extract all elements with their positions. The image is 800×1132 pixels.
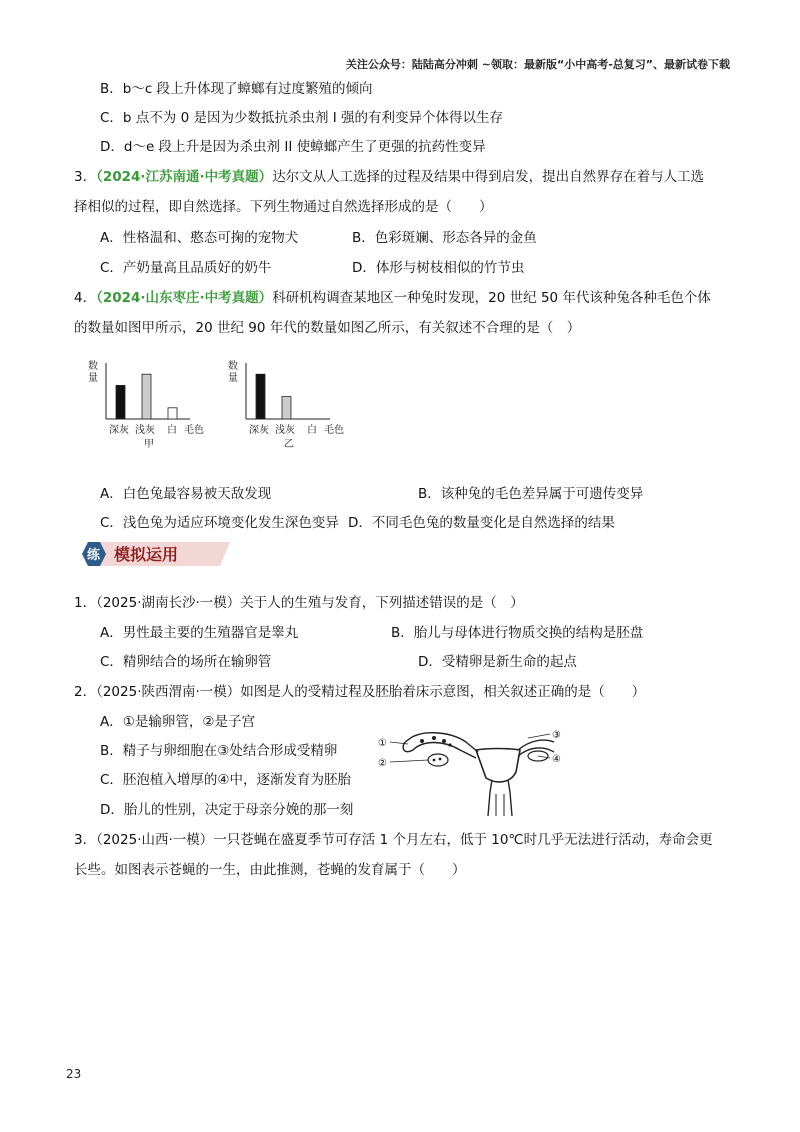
x-tick-label: 深灰: [249, 425, 269, 436]
label-4: ④: [552, 754, 561, 765]
m3-number: 3．: [74, 832, 97, 848]
section-banner: [80, 540, 230, 568]
chart-jia: [84, 355, 224, 455]
prev-option-d: D．d～e 段上升是因为杀虫剂 II 使蟑螂产生了更强的抗药性变异: [100, 139, 486, 155]
q4-option-d: D．不同毛色兔的数量变化是自然选择的结果: [348, 515, 615, 531]
m2-option-b: B．精子与卵细胞在③处结合形成受精卵: [100, 743, 338, 759]
q3-stem-line1: [74, 168, 704, 186]
label-3: ③: [552, 730, 561, 741]
uterus-svg: [378, 722, 568, 822]
x-tick-label: 白: [307, 425, 317, 436]
page-number: 23: [66, 1067, 82, 1081]
m1-option-a: A．男性最主要的生殖器官是睾丸: [100, 625, 299, 641]
q3-option-b: B．色彩斑斓、形态各异的金鱼: [352, 230, 537, 246]
bar-浅灰: [142, 374, 151, 419]
m2-source-tag: （2025·陕西渭南·一模）: [96, 684, 241, 700]
q4-option-a: A．白色兔最容易被天敌发现: [100, 486, 272, 502]
m2-stem-text: 如图是人的受精过程及胚胎着床示意图，相关叙述正确的是（ ）: [240, 684, 646, 700]
page-header: 关注公众号：陆陆高分冲刺 ~领取：最新版“小中高考-总复习”、最新试卷下载: [345, 58, 730, 71]
m1-number: 1．: [74, 595, 97, 611]
m1-option-b: B．胎儿与母体进行物质交换的结构是胚盘: [391, 625, 644, 641]
m2-option-d: D．胎儿的性别，决定于母亲分娩的那一刻: [100, 802, 354, 818]
y-axis-label-char: 数: [228, 361, 238, 372]
q4-stem-line2: 的数量如图甲所示，20 世纪 90 年代的数量如图乙所示，有关叙述不合理的是（ ）: [74, 320, 581, 336]
m2-option-a: A．①是输卵管，②是子宫: [100, 714, 255, 730]
q4-number: 4．: [74, 290, 97, 306]
chart-title: 乙: [284, 439, 294, 450]
m1-source-tag: （2025·湖南长沙·一模）: [96, 595, 241, 611]
label-2: ②: [378, 758, 387, 769]
q3-option-a: A．性格温和、憨态可掬的宠物犬: [100, 230, 299, 246]
q4-option-b: B．该种兔的毛色差异属于可遗传变异: [418, 486, 644, 502]
x-tick-label: 深灰: [109, 425, 129, 436]
m3-stem-line2: 长些。如图表示苍蝇的一生，由此推测，苍蝇的发育属于（ ）: [74, 862, 466, 878]
x-tick-label: 浅灰: [135, 425, 155, 436]
label-1: ①: [378, 738, 387, 749]
m3-source-tag: （2025·山西·一模）: [96, 832, 214, 848]
x-axis-label: 毛色: [324, 425, 344, 436]
m1-option-d: D．受精卵是新生命的起点: [418, 654, 577, 670]
banner-char: 练: [87, 548, 101, 563]
q3-number: 3．: [74, 169, 97, 185]
x-tick-label: 白: [167, 425, 177, 436]
bar-深灰: [116, 385, 125, 419]
chart-title: 甲: [144, 439, 154, 450]
bar-浅灰: [282, 397, 291, 419]
x-axis-label: 毛色: [184, 425, 204, 436]
chart-yi-svg: [224, 355, 364, 455]
banner-title: 模拟运用: [114, 545, 179, 564]
m1-stem: [74, 594, 524, 612]
q4-source-tag: （2024·山东枣庄·中考真题）: [96, 290, 273, 306]
m2-number: 2．: [74, 684, 97, 700]
q3-stem-line2: 择相似的过程，即自然选择。下列生物通过自然选择形成的是（ ）: [74, 199, 493, 215]
m3-stem-line1: [74, 831, 713, 849]
q3-stem-text: 达尔文从人工选择的过程及结果中得到启发，提出自然界存在着与人工选: [272, 169, 705, 185]
x-tick-label: 浅灰: [275, 425, 295, 436]
m3-stem-text: 一只苍蝇在盛夏季节可存活 1 个月左右，低于 10℃时几乎无法进行活动，寿命会更: [213, 832, 713, 848]
y-axis-label-char: 数: [88, 361, 98, 372]
chart-jia-svg: [84, 355, 224, 455]
q4-stem-line1: [74, 289, 711, 307]
y-axis-label-char: 量: [88, 373, 98, 384]
q4-option-c: C．浅色兔为适应环境变化发生深色变异: [100, 515, 339, 531]
reproductive-diagram: [378, 722, 568, 822]
q4-stem-text: 科研机构调查某地区一种兔时发现，20 世纪 50 年代该种兔各种毛色个体: [272, 290, 711, 306]
bar-白: [168, 408, 177, 419]
m1-stem-text: 关于人的生殖与发育，下列描述错误的是（ ）: [240, 595, 524, 611]
prev-option-b: B．b～c 段上升体现了蟑螂有过度繁殖的倾向: [100, 81, 373, 97]
q3-source-tag: （2024·江苏南通·中考真题）: [96, 169, 273, 185]
m2-stem: [74, 683, 645, 701]
banner-graphic: [80, 540, 230, 568]
m2-option-c: C．胚泡植入增厚的④中，逐渐发育为胚胎: [100, 772, 352, 788]
y-axis-label-char: 量: [228, 373, 238, 384]
bar-深灰: [256, 374, 265, 419]
prev-option-c: C．b 点不为 0 是因为少数抵抗杀虫剂 I 强的有利变异个体得以生存: [100, 110, 504, 126]
m1-option-c: C．精卵结合的场所在输卵管: [100, 654, 272, 670]
chart-yi: [224, 355, 364, 455]
q3-option-d: D．体形与树枝相似的竹节虫: [352, 260, 525, 276]
q3-option-c: C．产奶量高且品质好的奶牛: [100, 260, 272, 276]
